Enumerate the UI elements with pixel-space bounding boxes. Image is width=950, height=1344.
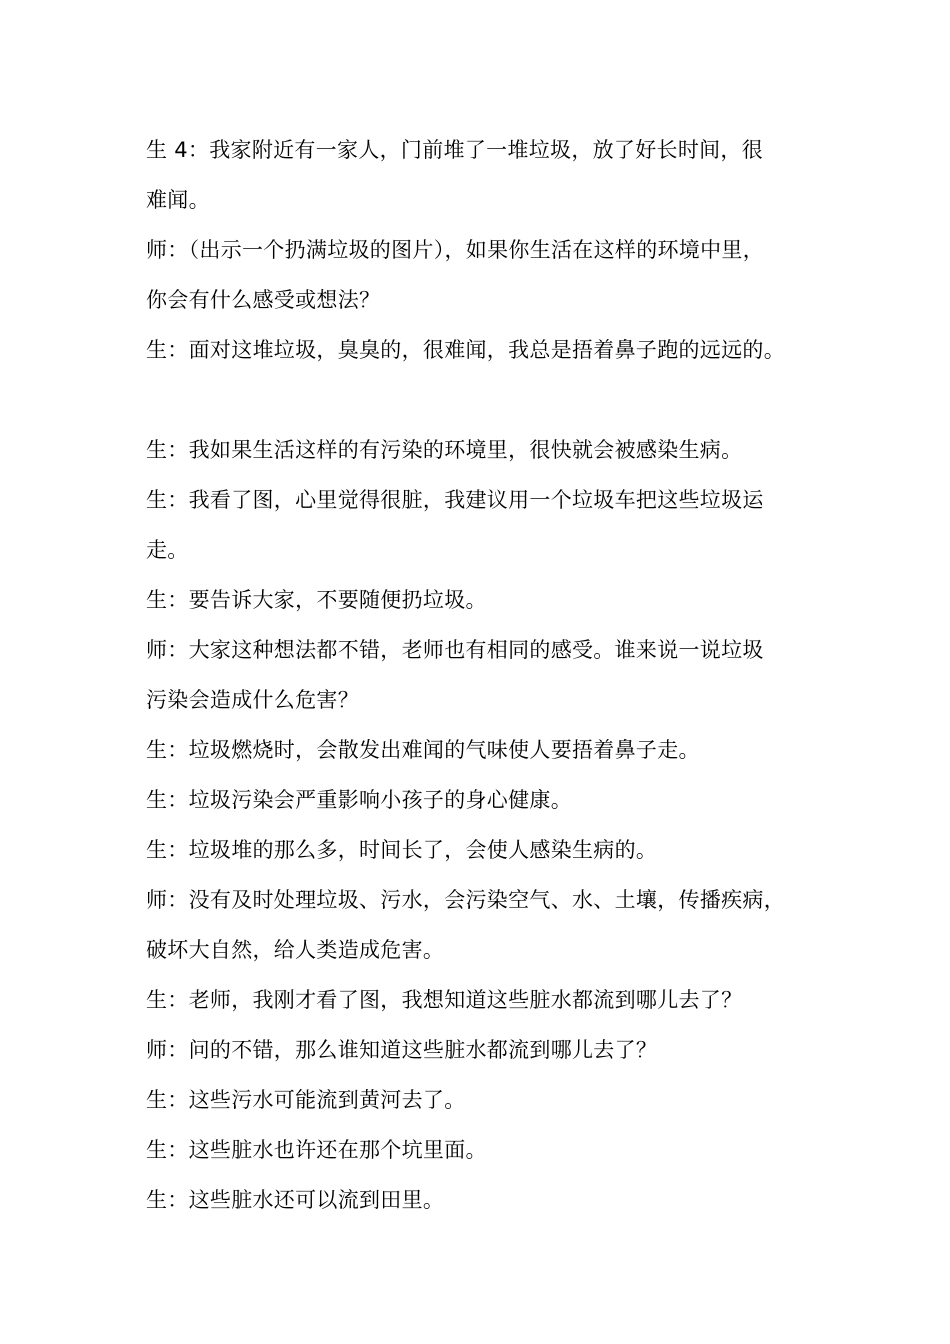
text-line: 你会有什么感受或想法？: [146, 288, 381, 312]
text-line: 走。: [146, 538, 189, 562]
text-line: 师：没有及时处理垃圾、污水，会污染空气、水、土壤，传播疾病，: [146, 888, 785, 912]
text-line: 难闻。: [146, 188, 210, 212]
text-line: 生：这些脏水也许还在那个坑里面。: [146, 1138, 487, 1162]
text-line: 污染会造成什么危害？: [146, 688, 359, 712]
text-line: 生 4：我家附近有一家人，门前堆了一堆垃圾，放了好长时间，很: [146, 138, 764, 162]
text-line: 师：大家这种想法都不错，老师也有相同的感受。谁来说一说垃圾: [146, 638, 764, 662]
text-line: 生：老师，我刚才看了图，我想知道这些脏水都流到哪儿去了？: [146, 988, 743, 1012]
text-line: 生：垃圾污染会严重影响小孩子的身心健康。: [146, 788, 572, 812]
text-line: 师：问的不错，那么谁知道这些脏水都流到哪儿去了？: [146, 1038, 658, 1062]
text-line: 生：垃圾堆的那么多，时间长了，会使人感染生病的。: [146, 838, 658, 862]
text-line: 师：（出示一个扔满垃圾的图片），如果你生活在这样的环境中里，: [146, 238, 764, 262]
text-line: 生：我如果生活这样的有污染的环境里，很快就会被感染生病。: [146, 438, 743, 462]
text-line: 生：垃圾燃烧时，会散发出难闻的气味使人要捂着鼻子走。: [146, 738, 700, 762]
text-line: 生：我看了图，心里觉得很脏，我建议用一个垃圾车把这些垃圾运: [146, 488, 764, 512]
text-line: 生：面对这堆垃圾，臭臭的，很难闻，我总是捂着鼻子跑的远远的。: [146, 338, 785, 362]
text-line: 生：这些脏水还可以流到田里。: [146, 1188, 445, 1212]
text-line: 破坏大自然，给人类造成危害。: [146, 938, 445, 962]
text-line: 生：这些污水可能流到黄河去了。: [146, 1088, 466, 1112]
text-line: 生：要告诉大家，不要随便扔垃圾。: [146, 588, 487, 612]
